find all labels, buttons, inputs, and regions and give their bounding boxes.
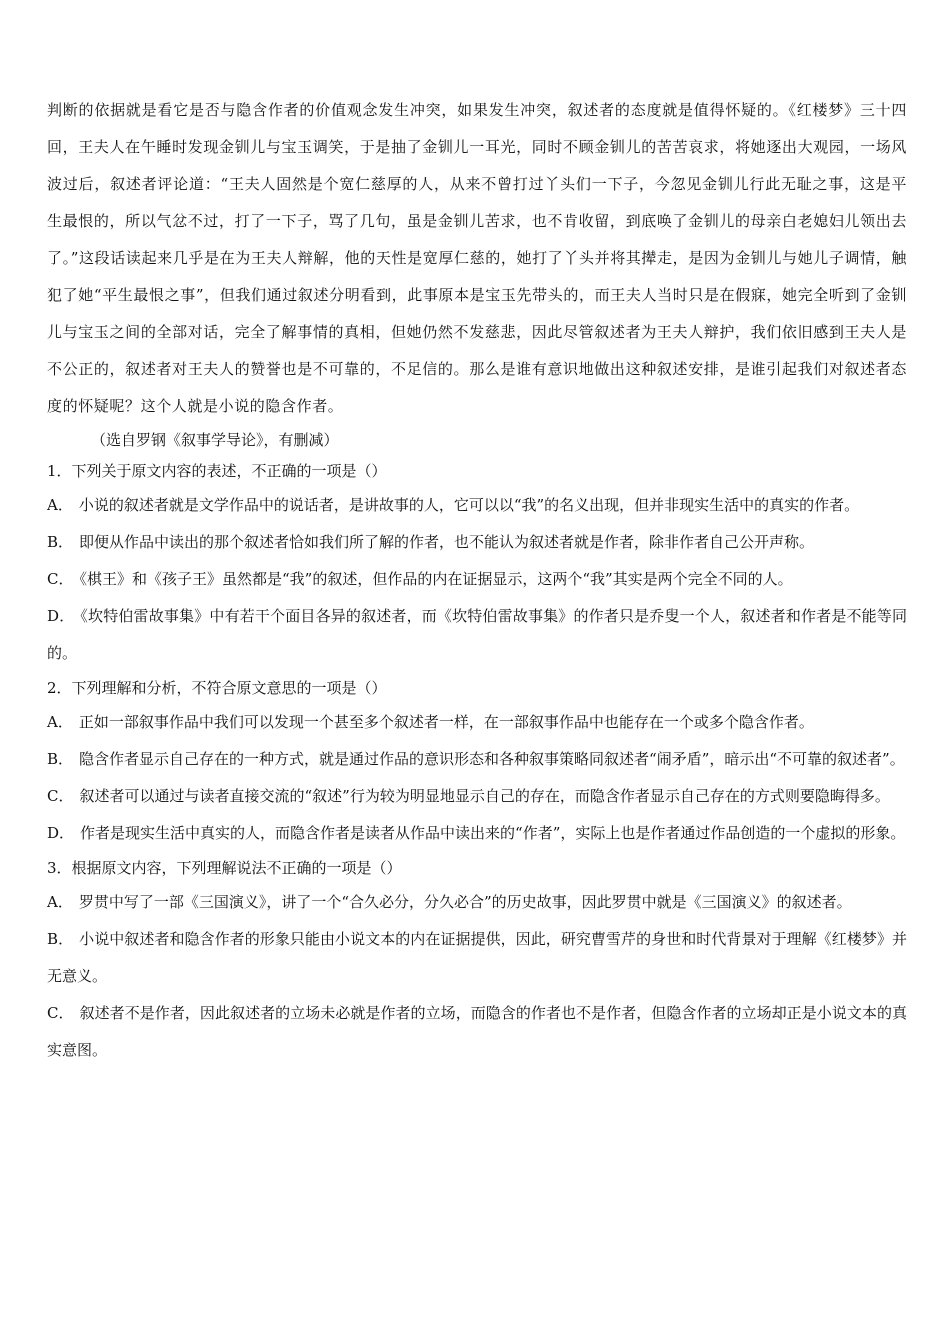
option-c <box>47 995 907 1069</box>
option-text: 《坎特伯雷故事集》中有若干个面目各异的叙述者，而《坎特伯雷故事集》的作者只是乔叟一个人，叙述者和作者是不能等同的。 <box>47 607 907 662</box>
document-page <box>47 92 907 1069</box>
option-text: 罗贯中写了一部《三国演义》，讲了一个“合久必分，分久必合”的历史故事，因此罗贯中就是《三国演义》的叙述者。 <box>78 893 852 911</box>
option-c <box>47 561 907 598</box>
option-label: A． <box>47 893 73 911</box>
question-2 <box>47 672 907 852</box>
option-a <box>47 487 907 524</box>
option-text: 叙述者可以通过与读者直接交流的“叙述”行为较为明显地显示自己的存在，而隐含作者显示自己存在的方式则要隐晦得多。 <box>79 787 890 805</box>
option-a <box>47 704 907 741</box>
option-text: 小说中叙述者和隐含作者的形象只能由小说文本的内在证据提供，因此，研究曹雪芹的身世和时代背景对于理解《红楼梦》并无意义。 <box>47 930 907 985</box>
option-b <box>47 524 907 561</box>
option-label: B． <box>47 930 74 948</box>
option-label: C． <box>47 570 74 588</box>
option-text: 隐含作者显示自己存在的一种方式，就是通过作品的意识形态和各种叙事策略同叙述者“闹矛盾”，暗示出“不可靠的叙述者”。 <box>79 750 905 768</box>
option-text: 正如一部叙事作品中我们可以发现一个甚至多个叙述者一样，在一部叙事作品中也能存在一个或多个隐含作者。 <box>78 713 814 731</box>
source-citation: （选自罗钢《叙事学导论》，有删减） <box>91 431 339 449</box>
option-label: B． <box>47 533 74 551</box>
option-label: D． <box>47 824 75 842</box>
option-a <box>47 884 907 921</box>
option-label: B． <box>47 750 74 768</box>
option-text: 叙述者不是作者，因此叙述者的立场未必就是作者的立场，而隐含的作者也不是作者，但隐含作者的立场却正是小说文本的真实意图。 <box>47 1004 907 1059</box>
question-stem: 2．下列理解和分析，不符合原文意思的一项是（） <box>47 679 387 697</box>
passage-text: 判断的依据就是看它是否与隐含作者的价值观念发生冲突，如果发生冲突，叙述者的态度就是值得怀疑的。《红楼梦》三十四回，王夫人在午睡时发现金钏儿与宝玉调笑，于是抽了金钏儿一耳光，同时不顾金钏儿的苦苦哀求，将她逐出大观园，一场风波过后，叙述者评论道：“王夫人固然是个宽仁慈厚的人，从来不曾打过丫头们一下子，今忽见金钏儿行此无耻之事，这是平生最恨的，所以气忿不过，打了一下子，骂了几句，虽是金钏儿苦求，也不肯收留，到底唤了金钏儿的母亲白老媳妇儿领出去了。”这段话读起来几乎是在为王夫人辩解，他的天性是宽厚仁慈的，她打了丫头并将其撵走，是因为金钏儿与她儿子调情，触犯了她“平生最恨之事”，但我们通过叙述分明看到，此事原本是宝玉先带头的，而王夫人当时只是在假寐，她完全听到了金钏儿与宝玉之间的全部对话，完全了解事情的真相，但她仍然不发慈悲，因此尽管叙述者为王夫人辩护，我们依旧感到王夫人是不公正的，叙述者对王夫人的赞誉也是不可靠的，不足信的。那么是谁有意识地做出这种叙述安排，是谁引起我们对叙述者态度的怀疑呢？这个人就是小说的隐含作者。 <box>47 101 907 415</box>
question-stem: 1．下列关于原文内容的表述，不正确的一项是（） <box>47 462 387 480</box>
option-b <box>47 921 907 995</box>
option-label: A． <box>47 496 73 514</box>
option-b <box>47 741 907 778</box>
option-text: 即便从作品中读出的那个叙述者恰如我们所了解的作者，也不能认为叙述者就是作者，除非作者自己公开声称。 <box>79 533 815 551</box>
option-d <box>47 815 907 852</box>
option-label: C． <box>47 1004 74 1022</box>
option-d <box>47 598 907 672</box>
option-label: C． <box>47 787 74 805</box>
option-c <box>47 778 907 815</box>
option-text: 作者是现实生活中真实的人，而隐含作者是读者从作品中读出来的“作者”，实际上也是作者通过作品创造的一个虚拟的形象。 <box>80 824 906 842</box>
option-label: D． <box>47 607 75 625</box>
question-stem: 3．根据原文内容，下列理解说法不正确的一项是（） <box>47 859 402 877</box>
question-1 <box>47 455 907 672</box>
question-3 <box>47 852 907 1069</box>
option-text: 小说的叙述者就是文学作品中的说话者，是讲故事的人，它可以以“我”的名义出现，但并非现实生活中的真实的作者。 <box>78 496 860 514</box>
option-label: A． <box>47 713 73 731</box>
option-text: 《棋王》和《孩子王》虽然都是“我”的叙述，但作品的内在证据显示，这两个“我”其实是两个完全不同的人。 <box>79 570 793 588</box>
